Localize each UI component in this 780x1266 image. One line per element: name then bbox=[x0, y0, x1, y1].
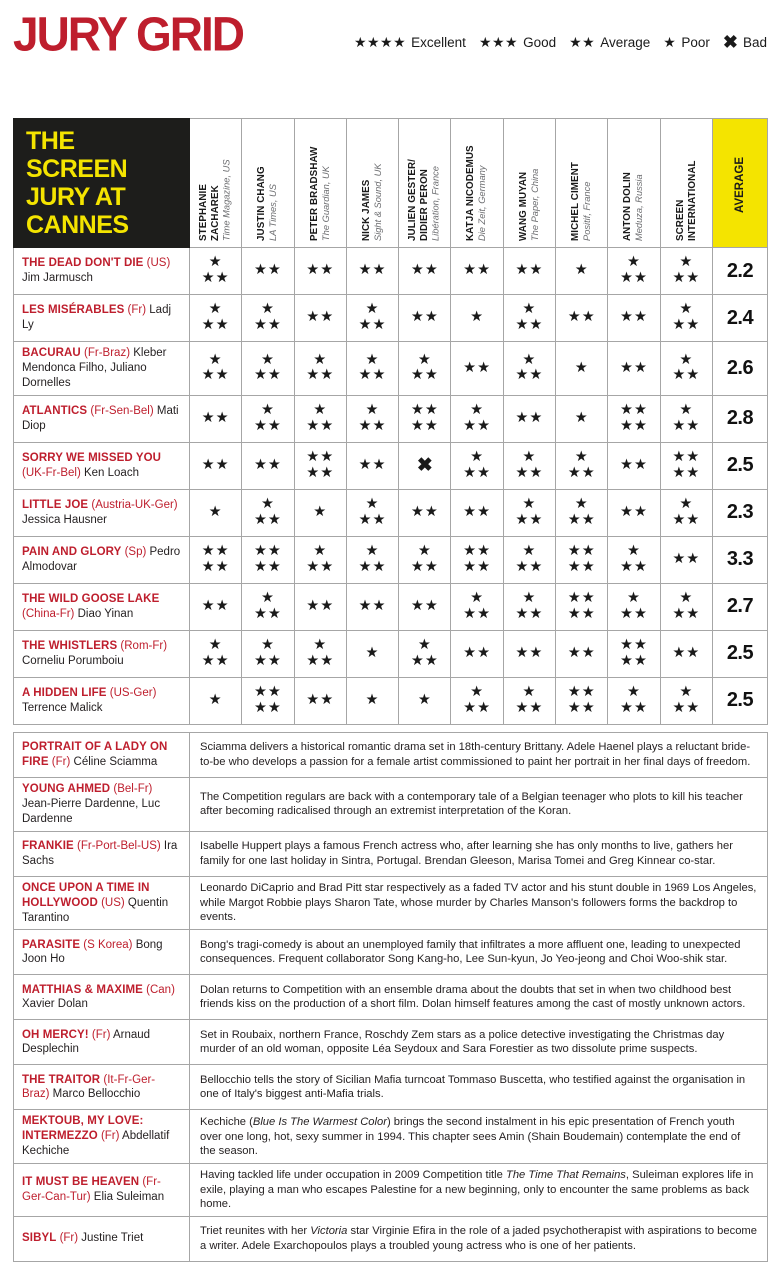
rating-cell: ★★ ★★ bbox=[556, 677, 608, 724]
rating-cell: ★★ bbox=[294, 248, 346, 295]
critic-header bbox=[503, 119, 555, 248]
film-synopsis-row bbox=[14, 1164, 768, 1217]
rating-cell: ★★ ★★ bbox=[399, 395, 451, 442]
critic-header bbox=[556, 119, 608, 248]
rating-cell: ★ ★★ bbox=[451, 677, 503, 724]
critic-header-rotated-text bbox=[309, 128, 332, 241]
film-title: THE WILD GOOSE LAKE bbox=[22, 592, 160, 605]
rating-cell: ★★ bbox=[556, 295, 608, 342]
film-country: (S Korea) bbox=[80, 938, 133, 951]
film-rating-row bbox=[14, 583, 768, 630]
rating-cell: ★ ★★ bbox=[503, 342, 555, 396]
film-title: FRANKIE bbox=[22, 839, 74, 852]
rating-cell: ★ ★★ bbox=[346, 395, 398, 442]
critic-name: MICHEL CIMENT bbox=[570, 162, 582, 241]
critic-name: JULIEN GESTER/ DIDIER PERON bbox=[407, 159, 431, 241]
film-title: MEKTOUB, MY LOVE: INTERMEZZO bbox=[22, 1115, 144, 1143]
rating-cell: ★ ★★ bbox=[242, 395, 294, 442]
average-value-cell: 3.3 bbox=[712, 536, 767, 583]
critic-header-rotated-text bbox=[622, 128, 645, 241]
rating-cell: ★★ ★★ bbox=[608, 395, 660, 442]
rating-cell: ★★ ★★ bbox=[556, 583, 608, 630]
rating-cell: ★ ★★ bbox=[608, 536, 660, 583]
film-director: Mati Diop bbox=[22, 404, 179, 432]
legend-label: Excellent bbox=[411, 34, 466, 50]
film-label-cell bbox=[14, 1065, 190, 1110]
film-country: (US) bbox=[143, 257, 171, 270]
rating-cell: ★ ★★ bbox=[242, 583, 294, 630]
film-label-cell bbox=[14, 1020, 190, 1065]
rating-cell: ★★ bbox=[608, 442, 660, 489]
average-value-cell: 2.2 bbox=[712, 248, 767, 295]
critic-affiliation: Libération, France bbox=[430, 166, 441, 241]
critic-affiliation: Sight & Sound, UK bbox=[372, 163, 383, 241]
rating-cell: ★ ★★ bbox=[660, 489, 712, 536]
critic-header-rotated-text bbox=[256, 128, 279, 241]
film-country: (US) bbox=[97, 896, 125, 909]
legend-label: Bad bbox=[742, 34, 767, 50]
film-label-cell bbox=[14, 630, 190, 677]
critic-header bbox=[660, 119, 712, 248]
film-synopsis-row bbox=[14, 1110, 768, 1164]
rating-cell: ★★ bbox=[294, 583, 346, 630]
film-label-cell bbox=[14, 831, 190, 876]
film-title: THE TRAITOR bbox=[22, 1073, 101, 1086]
film-rating-row bbox=[14, 442, 768, 489]
rating-cell: ★★ ★★ bbox=[294, 442, 346, 489]
film-director: Jim Jarmusch bbox=[22, 272, 93, 284]
critic-name: PETER BRADSHAW bbox=[308, 146, 320, 241]
critic-affiliation: Meduza, Russia bbox=[634, 174, 645, 241]
film-label-cell bbox=[14, 1110, 190, 1164]
film-country: (Rom-Fr) bbox=[117, 639, 168, 652]
rating-cell: ★ ★★ bbox=[608, 677, 660, 724]
rating-cell: ★ bbox=[294, 489, 346, 536]
critic-name: SCREEN INTERNATIONAL bbox=[674, 160, 698, 241]
rating-cell: ★★ bbox=[346, 248, 398, 295]
critic-header bbox=[608, 119, 660, 248]
film-title: A HIDDEN LIFE bbox=[22, 686, 107, 699]
critic-affiliation: Time Magazine, US bbox=[221, 159, 232, 241]
rating-cell: ★ ★★ bbox=[451, 583, 503, 630]
film-label-cell bbox=[14, 677, 190, 724]
film-director: Justine Triet bbox=[78, 1232, 144, 1245]
rating-cell: ★ ★★ bbox=[242, 630, 294, 677]
critics-header-row bbox=[14, 119, 768, 248]
film-country: (It-Fr-Ger-Braz) bbox=[22, 1073, 156, 1101]
film-title: THE DEAD DON'T DIE bbox=[22, 257, 144, 270]
jury-title-cell: THE SCREEN JURY AT CANNES bbox=[14, 119, 190, 248]
film-title: IT MUST BE HEAVEN bbox=[22, 1176, 140, 1189]
rating-cell: ★★ bbox=[242, 248, 294, 295]
average-value-cell: 2.7 bbox=[712, 583, 767, 630]
film-rating-row bbox=[14, 489, 768, 536]
film-director: Corneliu Porumboiu bbox=[22, 654, 124, 667]
film-director: Jean-Pierre Dardenne, Luc Dardenne bbox=[22, 797, 161, 825]
rating-cell: ★★ bbox=[346, 442, 398, 489]
film-country: (Fr) bbox=[48, 755, 71, 768]
film-synopsis-text: The Competition regulars are back with a contemporary tale of a Belgian teenager who plots to kill his teacher after becoming radicalised through an extremist interpretation of the Koran. bbox=[190, 777, 768, 831]
legend-label: Good bbox=[523, 34, 557, 50]
critic-header bbox=[190, 119, 242, 248]
critic-header-rotated-text bbox=[407, 128, 442, 241]
legend-item bbox=[663, 35, 710, 50]
rating-cell: ★ bbox=[190, 489, 242, 536]
legend-item bbox=[354, 35, 466, 50]
legend-item bbox=[569, 35, 650, 50]
film-country: (UK-Fr-Bel) bbox=[22, 466, 81, 479]
rating-cell: ★★ bbox=[660, 536, 712, 583]
critic-header bbox=[242, 119, 294, 248]
rating-cell: ★★ bbox=[451, 248, 503, 295]
rating-cell: ★ ★★ bbox=[294, 395, 346, 442]
film-synopsis-row bbox=[14, 1020, 768, 1065]
film-label-cell bbox=[14, 442, 190, 489]
film-synopsis-row bbox=[14, 1216, 768, 1261]
rating-cell: ★★ bbox=[294, 295, 346, 342]
legend-item bbox=[723, 33, 767, 51]
film-title: SIBYL bbox=[22, 1232, 57, 1245]
rating-cell: ★★ bbox=[451, 630, 503, 677]
film-country: (Sp) bbox=[121, 545, 147, 558]
rating-cell: ★★ ★★ bbox=[190, 536, 242, 583]
film-title: LITTLE JOE bbox=[22, 498, 89, 511]
film-director: Terrence Malick bbox=[22, 701, 103, 714]
average-header-rotated-text: AVERAGE bbox=[733, 156, 746, 213]
film-country: (Fr-Braz) bbox=[80, 347, 131, 359]
film-synopsis-row bbox=[14, 876, 768, 930]
rating-cell: ★ ★★ bbox=[242, 295, 294, 342]
rating-cell: ★ ★★ bbox=[190, 295, 242, 342]
rating-cell: ★ ★★ bbox=[190, 630, 242, 677]
rating-cell: ★ ★★ bbox=[660, 295, 712, 342]
legend-label: Average bbox=[600, 34, 651, 50]
rating-cell: ★★ ★★ bbox=[451, 536, 503, 583]
critic-header bbox=[399, 119, 451, 248]
rating-cell: ★★ bbox=[503, 630, 555, 677]
rating-cell: ★★ ★★ bbox=[660, 442, 712, 489]
film-director: Xavier Dolan bbox=[22, 998, 88, 1011]
rating-cell: ★ bbox=[190, 677, 242, 724]
film-label-cell bbox=[14, 342, 190, 396]
rating-cell: ★ ★★ bbox=[346, 489, 398, 536]
critic-affiliation: LA Times, US bbox=[268, 184, 279, 241]
star-icons: ★★★★ bbox=[353, 34, 407, 50]
film-country: (Fr-Sen-Bel) bbox=[87, 404, 154, 417]
rating-cell: ★ ★★ bbox=[451, 442, 503, 489]
critic-header-rotated-text bbox=[465, 128, 488, 241]
film-title: YOUNG AHMED bbox=[22, 782, 111, 795]
rating-cell: ★★ bbox=[660, 630, 712, 677]
film-synopsis-text: Kechiche (Blue Is The Warmest Color) brings the second instalment in his epic presentation of French youth over one long, hot, sexy summer in 1994. This chapter sees Amin (Shain Boudemain) contemplate the end of the season. bbox=[190, 1110, 768, 1164]
critic-name: KATJA NICODEMUS bbox=[465, 145, 477, 241]
film-country: (Fr) bbox=[97, 1130, 120, 1143]
film-synopsis-row bbox=[14, 930, 768, 975]
critic-header bbox=[451, 119, 503, 248]
film-synopsis-text: Set in Roubaix, northern France, Roschdy Zem stars as a police detective investigating the Christmas day murder of an old woman, opposite Léa Seydoux and Sara Forestier as two dissolute prime suspects. bbox=[190, 1020, 768, 1065]
rating-cell: ★ ★★ bbox=[556, 442, 608, 489]
jury-grid-table bbox=[13, 118, 768, 725]
film-synopsis-text: Having tackled life under occupation in 2009 Competition title The Time That Remains, Suleiman explores life in exile, playing a man who escapes Palestine for a new beginning, only to encounter the same problems as back home. bbox=[190, 1164, 768, 1217]
film-director: Ladj Ly bbox=[22, 304, 172, 331]
average-value-cell: 2.5 bbox=[712, 630, 767, 677]
rating-cell: ★★ bbox=[451, 342, 503, 396]
legend-item bbox=[479, 35, 556, 50]
critic-name: JUSTIN CHANG bbox=[256, 166, 268, 241]
rating-cell: ★★ bbox=[294, 677, 346, 724]
rating-cell: ★ ★★ bbox=[242, 342, 294, 396]
film-title: PAIN AND GLORY bbox=[22, 545, 122, 558]
bad-x-icon: ✖ bbox=[722, 32, 738, 52]
critic-affiliation: The Guardian, UK bbox=[320, 166, 331, 241]
film-country: (Bel-Fr) bbox=[110, 782, 153, 795]
rating-cell: ★ bbox=[346, 630, 398, 677]
film-director: Abdellatif Kechiche bbox=[22, 1130, 170, 1158]
rating-cell: ★ bbox=[556, 342, 608, 396]
rating-cell: ★ ★★ bbox=[451, 395, 503, 442]
film-country: (China-Fr) bbox=[22, 607, 75, 620]
rating-cell: ★ ★★ bbox=[190, 342, 242, 396]
film-label-cell bbox=[14, 536, 190, 583]
film-synopsis-text: Sciamma delivers a historical romantic drama set in 18th-century Brittany. Adele Haenel plays a reluctant bride-to-be who develops a passion for a female artist commissioned to paint her portrait in her final days of freedom. bbox=[190, 732, 768, 777]
critic-name: ANTON DOLIN bbox=[622, 172, 634, 241]
rating-cell: ★ ★★ bbox=[503, 677, 555, 724]
rating-cell: ★ ★★ bbox=[346, 536, 398, 583]
rating-cell: ★★ bbox=[556, 630, 608, 677]
rating-cell: ★★ ★★ bbox=[556, 536, 608, 583]
film-rating-row bbox=[14, 248, 768, 295]
film-country: (Fr) bbox=[124, 304, 147, 317]
film-rating-row bbox=[14, 295, 768, 342]
rating-cell: ★ ★★ bbox=[660, 677, 712, 724]
film-synopsis-text: Leonardo DiCaprio and Brad Pitt star respectively as a faded TV actor and his stunt double in 1969 Los Angeles, while Margot Robbie plays Sharon Tate, whose murder by Charles Manson's followers forms the backdrop to events. bbox=[190, 876, 768, 930]
bad-x-icon: ✖ bbox=[416, 454, 433, 476]
rating-cell: ★★ bbox=[399, 489, 451, 536]
critic-header bbox=[346, 119, 398, 248]
film-title: LES MISÉRABLES bbox=[22, 304, 125, 317]
film-title: THE WHISTLERS bbox=[22, 639, 118, 652]
average-value-cell: 2.5 bbox=[712, 442, 767, 489]
rating-cell: ★★ bbox=[399, 248, 451, 295]
film-country: (Austria-UK-Ger) bbox=[88, 498, 178, 511]
rating-cell: ★ bbox=[556, 395, 608, 442]
rating-cell: ★ ★★ bbox=[503, 442, 555, 489]
critic-header-rotated-text bbox=[361, 128, 384, 241]
rating-cell: ★ ★★ bbox=[190, 248, 242, 295]
rating-cell: ★★ ★★ bbox=[242, 536, 294, 583]
rating-cell: ★ ★★ bbox=[660, 342, 712, 396]
film-director: Arnaud Desplechin bbox=[22, 1028, 151, 1056]
film-label-cell bbox=[14, 975, 190, 1020]
critic-affiliation: Die Zeit, Germany bbox=[477, 165, 488, 241]
rating-cell: ★ ★★ bbox=[503, 583, 555, 630]
film-director: Ira Sachs bbox=[22, 839, 178, 867]
rating-cell: ★ ★★ bbox=[608, 248, 660, 295]
rating-cell: ★ ★★ bbox=[346, 295, 398, 342]
film-rating-row bbox=[14, 342, 768, 396]
critic-header-rotated-text bbox=[198, 128, 233, 241]
rating-cell: ★★ bbox=[242, 442, 294, 489]
critic-name: STEPHANIE ZACHAREK bbox=[198, 184, 221, 241]
average-header bbox=[712, 119, 767, 248]
film-rating-row bbox=[14, 395, 768, 442]
rating-cell: ★★ bbox=[608, 489, 660, 536]
synopsis-table bbox=[13, 732, 768, 1262]
film-rating-row bbox=[14, 630, 768, 677]
rating-cell: ★★ bbox=[608, 295, 660, 342]
film-synopsis-row bbox=[14, 975, 768, 1020]
film-director: Pedro Almodovar bbox=[22, 545, 181, 573]
film-label-cell bbox=[14, 1164, 190, 1217]
rating-cell: ★★ bbox=[503, 395, 555, 442]
average-value-cell: 2.4 bbox=[712, 295, 767, 342]
rating-cell: ★★ bbox=[190, 395, 242, 442]
film-rating-row bbox=[14, 536, 768, 583]
film-country: (Fr) bbox=[56, 1232, 79, 1245]
page-title: JURY GRID bbox=[13, 7, 243, 62]
film-label-cell bbox=[14, 1216, 190, 1261]
rating-cell: ★ ★★ bbox=[556, 489, 608, 536]
rating-cell: ★ ★★ bbox=[399, 630, 451, 677]
average-value-cell: 2.6 bbox=[712, 342, 767, 396]
rating-cell: ★ ★★ bbox=[503, 536, 555, 583]
rating-cell: ★ bbox=[399, 677, 451, 724]
rating-cell: ★ ★★ bbox=[399, 536, 451, 583]
film-director: Bong Joon Ho bbox=[22, 938, 163, 966]
rating-cell: ★ ★★ bbox=[660, 248, 712, 295]
rating-cell: ★★ bbox=[346, 583, 398, 630]
film-label-cell bbox=[14, 248, 190, 295]
film-country: (Can) bbox=[142, 983, 175, 996]
film-synopsis-text: Isabelle Huppert plays a famous French actress who, after learning she has only months to live, gathers her family for one last holiday in Sintra, Portugal. Brendan Gleeson, Marisa Tomei and Greg Kinnear co-star. bbox=[190, 831, 768, 876]
rating-cell: ★ ★★ bbox=[608, 583, 660, 630]
rating-cell: ★ ★★ bbox=[503, 295, 555, 342]
film-director: Marco Bellocchio bbox=[49, 1088, 141, 1101]
film-synopsis-text: Triet reunites with her Victoria star Virginie Efira in the role of a jaded psychotherapist with aspirations to become a writer. Adele Exarchopoulos plays a troubled young actress who is one of her patients. bbox=[190, 1216, 768, 1261]
film-director: Kleber Mendonca Filho, Juliano Dornelles bbox=[22, 347, 167, 389]
rating-cell: ★ ★★ bbox=[294, 630, 346, 677]
film-label-cell bbox=[14, 876, 190, 930]
legend-label: Poor bbox=[681, 34, 710, 50]
film-country: (US-Ger) bbox=[106, 686, 157, 699]
critic-header-rotated-text bbox=[675, 128, 699, 241]
critic-header-rotated-text bbox=[518, 128, 541, 241]
rating-cell: ★ ★★ bbox=[294, 342, 346, 396]
star-icons: ★★★ bbox=[478, 34, 519, 50]
film-synopsis-row bbox=[14, 831, 768, 876]
film-title: MATTHIAS & MAXIME bbox=[22, 983, 143, 996]
rating-cell: ★ ★★ bbox=[242, 489, 294, 536]
film-title: OH MERCY! bbox=[22, 1028, 89, 1041]
film-synopsis-text: Bellocchio tells the story of Sicilian Mafia turncoat Tommaso Buscetta, who testified against the organisation in one of Italy's biggest anti-Mafia trials. bbox=[190, 1065, 768, 1110]
star-icons: ★★ bbox=[569, 34, 596, 50]
rating-cell: ★ ★★ bbox=[660, 583, 712, 630]
rating-cell: ★★ bbox=[503, 248, 555, 295]
film-label-cell bbox=[14, 732, 190, 777]
critic-header bbox=[294, 119, 346, 248]
masthead bbox=[13, 6, 767, 62]
film-director: Céline Sciamma bbox=[70, 755, 158, 768]
film-title: PARASITE bbox=[22, 938, 81, 951]
rating-cell: ★ ★★ bbox=[294, 536, 346, 583]
rating-legend bbox=[354, 33, 767, 58]
rating-cell: ★★ ★★ bbox=[608, 630, 660, 677]
film-country: (Fr-Ger-Can-Tur) bbox=[22, 1176, 161, 1204]
rating-cell: ★ bbox=[346, 677, 398, 724]
film-director: Elia Suleiman bbox=[90, 1191, 165, 1204]
film-director: Ken Loach bbox=[80, 466, 139, 479]
rating-cell: ★ bbox=[451, 295, 503, 342]
average-value-cell: 2.5 bbox=[712, 677, 767, 724]
film-title: ONCE UPON A TIME IN HOLLYWOOD bbox=[22, 881, 150, 909]
rating-cell: ★★ bbox=[190, 583, 242, 630]
rating-cell: ★★ bbox=[451, 489, 503, 536]
rating-cell: ★★ bbox=[399, 295, 451, 342]
film-label-cell bbox=[14, 930, 190, 975]
film-synopsis-text: Bong's tragi-comedy is about an unemployed family that infiltrates a more affluent one, leading to unexpected consequences. Frequent collaborator Song Kang-ho, Lee Sun-kyun, Jo Yeo-jeong and Choi Woo-shik star. bbox=[190, 930, 768, 975]
film-title: ATLANTICS bbox=[22, 404, 88, 417]
critic-header-rotated-text bbox=[570, 128, 593, 241]
star-icons: ★ bbox=[663, 34, 677, 50]
rating-cell: ★ bbox=[556, 248, 608, 295]
film-country: (Fr) bbox=[88, 1028, 111, 1041]
rating-cell: ★★ bbox=[190, 442, 242, 489]
film-synopsis-row bbox=[14, 1065, 768, 1110]
film-label-cell bbox=[14, 489, 190, 536]
film-title: SORRY WE MISSED YOU bbox=[22, 451, 162, 464]
critic-name: NICK JAMES bbox=[360, 179, 372, 241]
film-rating-row bbox=[14, 677, 768, 724]
rating-cell bbox=[399, 442, 451, 489]
critic-name: WANG MUYAN bbox=[517, 171, 529, 241]
critic-affiliation: The Paper, China bbox=[529, 168, 540, 241]
critic-affiliation: Positif, France bbox=[581, 181, 592, 241]
film-country: (Fr-Port-Bel-US) bbox=[73, 839, 161, 852]
rating-cell: ★★ ★★ bbox=[242, 677, 294, 724]
average-value-cell: 2.3 bbox=[712, 489, 767, 536]
film-synopsis-text: Dolan returns to Competition with an ensemble drama about the doubts that set in when two childhood best friends kiss on the production of a short film. Dolan himself features among the cast of mostly unknown actors. bbox=[190, 975, 768, 1020]
rating-cell: ★ ★★ bbox=[503, 489, 555, 536]
film-label-cell bbox=[14, 777, 190, 831]
rating-cell: ★ ★★ bbox=[660, 395, 712, 442]
film-director: Jessica Hausner bbox=[22, 513, 108, 526]
rating-cell: ★ ★★ bbox=[399, 342, 451, 396]
rating-cell: ★★ bbox=[399, 583, 451, 630]
film-label-cell bbox=[14, 583, 190, 630]
film-director: Quentin Tarantino bbox=[22, 896, 169, 924]
film-synopsis-row bbox=[14, 777, 768, 831]
film-title: PORTRAIT OF A LADY ON FIRE bbox=[22, 740, 168, 768]
film-title: BACURAU bbox=[22, 347, 81, 359]
film-label-cell bbox=[14, 395, 190, 442]
film-director: Diao Yinan bbox=[74, 607, 134, 620]
film-label-cell bbox=[14, 295, 190, 342]
rating-cell: ★★ bbox=[608, 342, 660, 396]
rating-cell: ★ ★★ bbox=[346, 342, 398, 396]
film-synopsis-row bbox=[14, 732, 768, 777]
average-value-cell: 2.8 bbox=[712, 395, 767, 442]
